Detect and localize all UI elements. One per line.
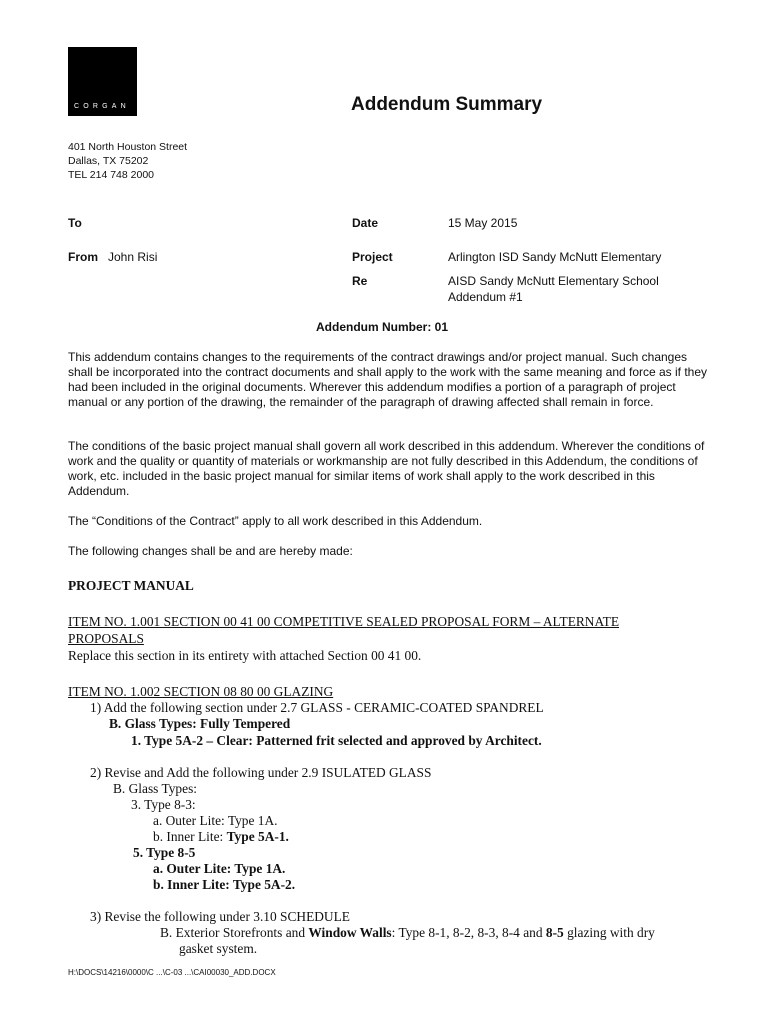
item1-text: Replace this section in its entirety with attached Section 00 41 00.: [68, 648, 422, 663]
item2-step3: 3) Revise the following under 3.10 SCHEDULE: [90, 909, 350, 924]
item2-8-3-inner: b. Inner Lite: Type 5A-1.: [153, 829, 289, 844]
item2-step2: 2) Revise and Add the following under 2.9 ISULATED GLASS: [90, 765, 432, 780]
re-label: Re: [352, 274, 368, 288]
project-label: Project: [352, 250, 393, 264]
re-value-line1: AISD Sandy McNutt Elementary School: [448, 274, 659, 288]
re-value-line2: Addendum #1: [448, 290, 523, 304]
item2-8-3-outer: a. Outer Lite: Type 1A.: [153, 813, 278, 828]
item1-heading-line2: PROPOSALS: [68, 631, 144, 646]
from-value: John Risi: [108, 250, 158, 264]
item1-heading-line1: ITEM NO. 1.001 SECTION 00 41 00 COMPETITIVE SEALED PROPOSAL FORM – ALTERNATE: [68, 614, 620, 629]
item2-schedule-line2: gasket system.: [179, 941, 258, 956]
document-title: Addendum Summary: [351, 94, 543, 115]
addendum-number: Addendum Number: 01: [316, 320, 449, 334]
address-city: Dallas, TX 75202: [68, 155, 149, 167]
item2-heading: ITEM NO. 1.002 SECTION 08 80 00 GLAZING: [68, 684, 334, 699]
section-heading: PROJECT MANUAL: [68, 578, 194, 593]
item2-glass-types: B. Glass Types: Fully Tempered: [109, 716, 291, 731]
item2-8-5-outer: a. Outer Lite: Type 1A.: [153, 861, 286, 876]
address-street: 401 North Houston Street: [68, 141, 188, 153]
paragraph-conditions: The conditions of the basic project manual shall govern all work described in this addendum. Wherever the conditions of work and the quality or quantity of materials or workmanship are not fully described in this Addendum, the conditions of work, etc. included in the basic project manual for similar items of work shall apply to the work described in this Addendum.: [68, 439, 705, 498]
address-phone: TEL 214 748 2000: [68, 169, 155, 181]
item2-glass-types-b: B. Glass Types:: [113, 781, 197, 796]
logo-text: CORGAN: [74, 103, 130, 110]
paragraph-changes: The following changes shall be and are hereby made:: [68, 544, 353, 558]
from-label: From: [68, 250, 98, 264]
date-value: 15 May 2015: [448, 216, 518, 230]
item2-8-5-inner: b. Inner Lite: Type 5A-2.: [153, 877, 296, 892]
project-value: Arlington ISD Sandy McNutt Elementary: [448, 250, 662, 264]
item2-schedule-line: B. Exterior Storefronts and Window Walls: Type 8-1, 8-2, 8-3, 8-4 and 8-5 glazing with dry: [160, 925, 655, 940]
item2-type-8-3: 3. Type 8-3:: [131, 797, 196, 812]
date-label: Date: [352, 216, 379, 230]
item2-type-8-5: 5. Type 8-5: [133, 845, 196, 860]
corgan-logo: [68, 47, 137, 116]
paragraph-contract: The “Conditions of the Contract” apply to all work described in this Addendum.: [68, 514, 483, 528]
item2-type-5a2: 1. Type 5A-2 – Clear: Patterned frit selected and approved by Architect.: [131, 733, 542, 748]
paragraph-intro: This addendum contains changes to the requirements of the contract drawings and/or project manual. Such changes shall be incorporated into the contract documents and shall apply to the work with the same meaning and force as if they had been included in the original documents. Wherever this addendum modifies a portion of a paragraph of project manual or any portion of the drawing, the remainder of the paragraph of drawing affected shall remain in force.: [68, 350, 708, 409]
item2-step1: 1) Add the following section under 2.7 GLASS - CERAMIC-COATED SPANDREL: [90, 700, 544, 715]
to-label: To: [68, 216, 82, 230]
footer-file-path: H:\DOCS\14216\0000\C ...\C-03 ...\CAI00030_ADD.DOCX: [68, 968, 276, 977]
